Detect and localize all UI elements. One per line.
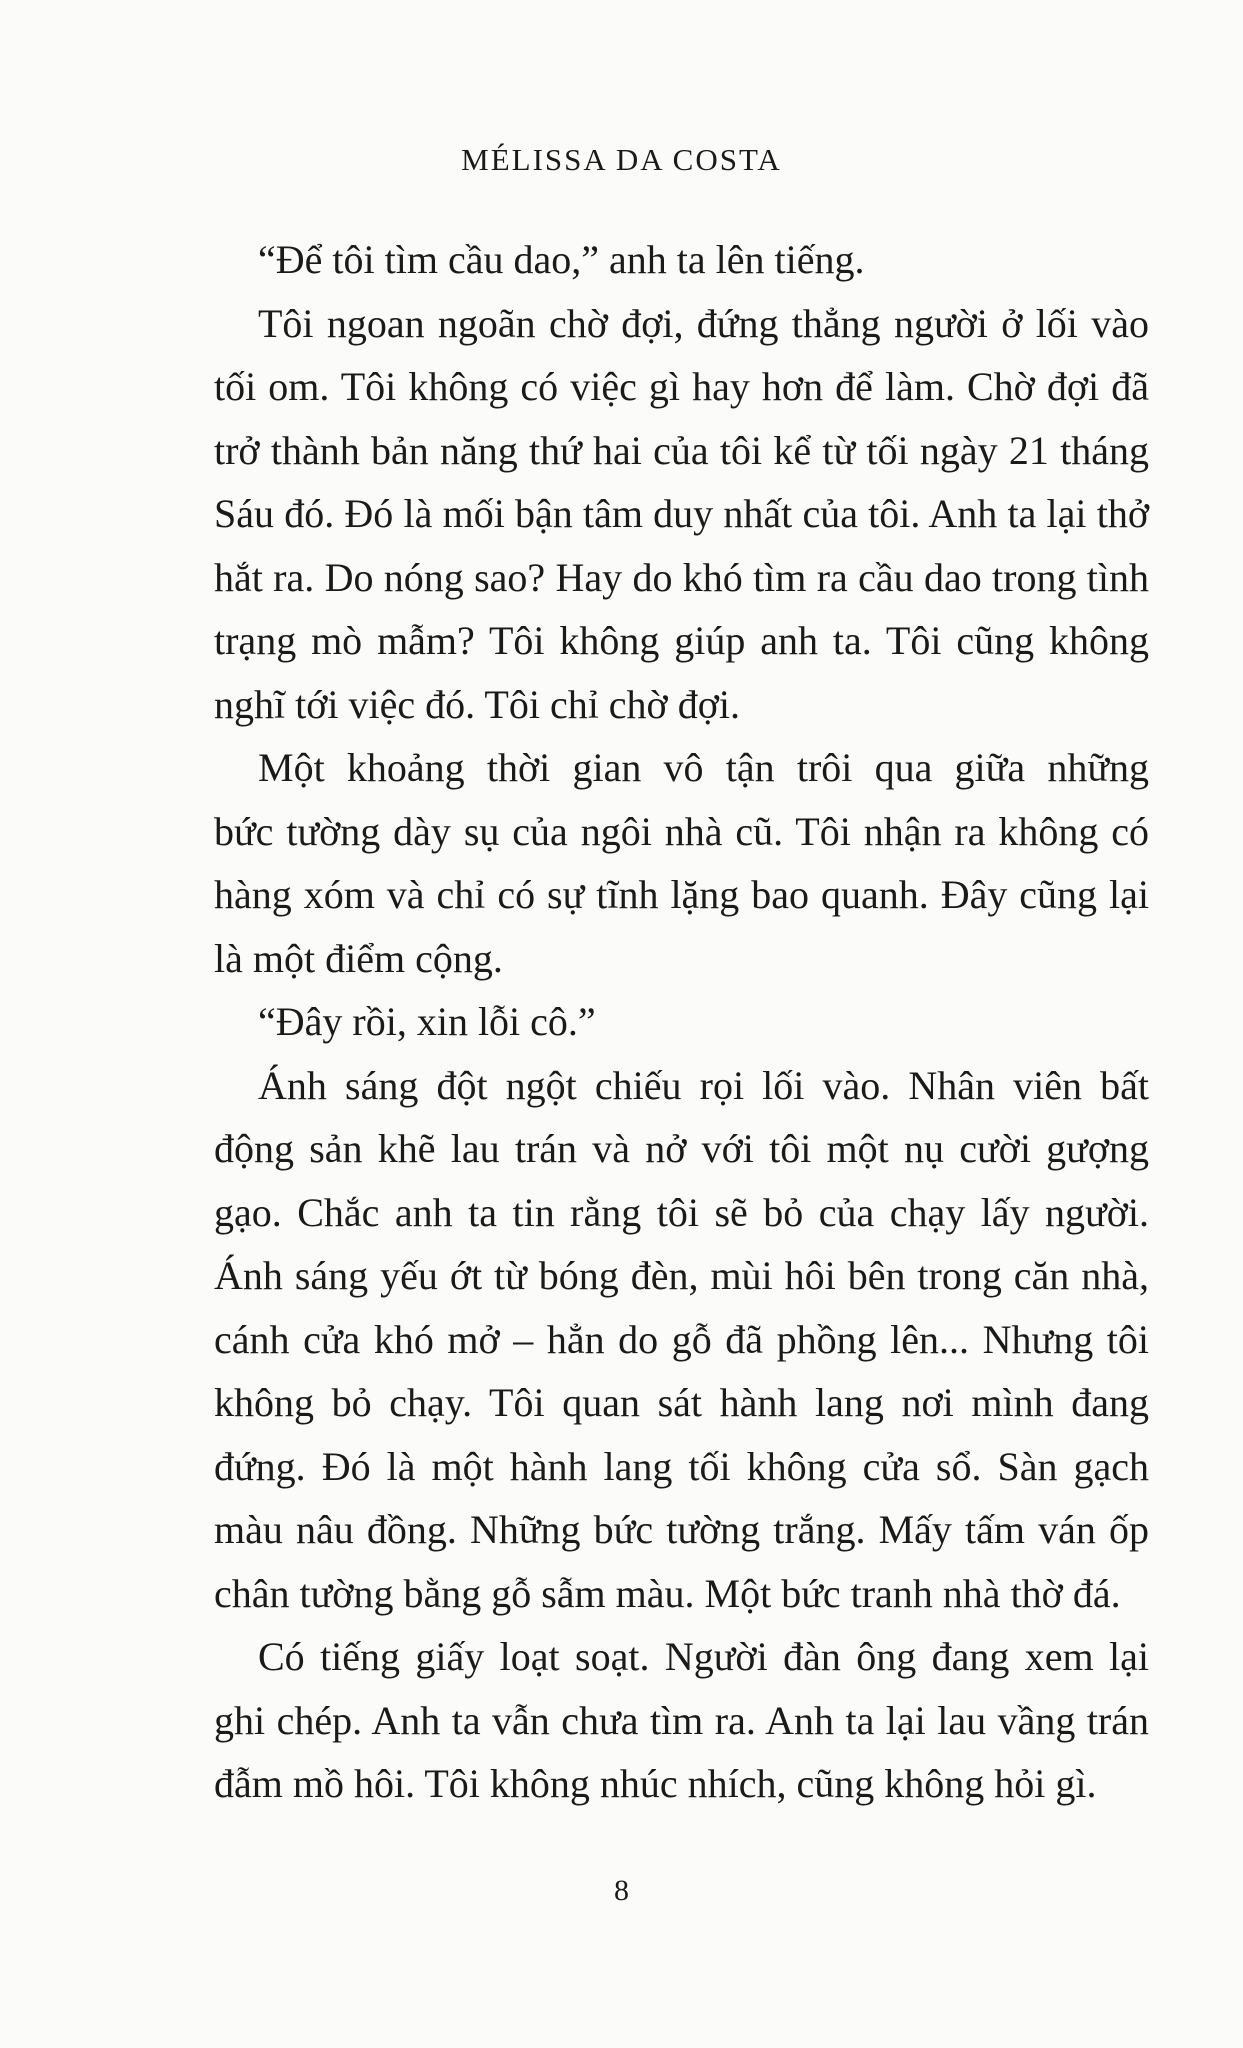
running-head: MÉLISSA DA COSTA <box>461 142 782 177</box>
page-number: 8 <box>614 1874 629 1907</box>
text-line: không bỏ chạy. Tôi quan sát hành lang nơi mình đang <box>214 1380 1149 1425</box>
text-line: Có tiếng giấy loạt soạt. Người đàn ông đang xem lại <box>258 1634 1149 1679</box>
text-line: trạng mò mẫm? Tôi không giúp anh ta. Tôi cũng không <box>214 618 1149 663</box>
paragraph <box>214 292 1149 737</box>
text-line: chân tường bằng gỗ sẫm màu. Một bức tranh nhà thờ đá. <box>214 1570 1121 1616</box>
text-line: “Đây rồi, xin lỗi cô.” <box>258 999 596 1044</box>
text-line: bức tường dày sụ của ngôi nhà cũ. Tôi nhận ra không có <box>214 808 1149 854</box>
text-line: Ánh sáng đột ngột chiếu rọi lối vào. Nhân viên bất <box>258 1062 1149 1108</box>
text-line: hắt ra. Do nóng sao? Hay do khó tìm ra cầu dao trong tình <box>214 554 1149 600</box>
text-line: là một điểm cộng. <box>214 935 503 981</box>
text-line: nghĩ tới việc đó. Tôi chỉ chờ đợi. <box>214 681 740 727</box>
paragraph <box>214 736 1149 990</box>
text-line: ghi chép. Anh ta vẫn chưa tìm ra. Anh ta lại lau vầng trán <box>214 1697 1149 1743</box>
paragraph <box>214 1625 1149 1816</box>
text-line: gạo. Chắc anh ta tin rằng tôi sẽ bỏ của chạy lấy người. <box>214 1189 1149 1235</box>
text-line: đẫm mồ hôi. Tôi không nhúc nhích, cũng không hỏi gì. <box>214 1761 1097 1806</box>
text-line: động sản khẽ lau trán và nở với tôi một nụ cười gượng <box>214 1126 1149 1171</box>
text-line: Sáu đó. Đó là mối bận tâm duy nhất của tôi. Anh ta lại thở <box>214 491 1149 536</box>
paragraph <box>214 990 1149 1054</box>
text-line: hàng xóm và chỉ có sự tĩnh lặng bao quanh. Đây cũng lại <box>214 872 1149 917</box>
text-line: tối om. Tôi không có việc gì hay hơn để làm. Chờ đợi đã <box>214 364 1149 409</box>
paragraph <box>214 228 1149 292</box>
text-line: Một khoảng thời gian vô tận trôi qua giữa những <box>258 745 1149 790</box>
text-line: Ánh sáng yếu ớt từ bóng đèn, mùi hôi bên trong căn nhà, <box>214 1253 1149 1298</box>
text-line: “Để tôi tìm cầu dao,” anh ta lên tiếng. <box>258 237 865 282</box>
text-line: cánh cửa khó mở – hẳn do gỗ đã phồng lên... Nhưng tôi <box>214 1316 1149 1362</box>
body-text <box>214 228 1149 1816</box>
text-line: đứng. Đó là một hành lang tối không cửa sổ. Sàn gạch <box>214 1443 1149 1489</box>
text-line: trở thành bản năng thứ hai của tôi kể từ tối ngày 21 tháng <box>214 427 1149 473</box>
text-line: Tôi ngoan ngoãn chờ đợi, đứng thẳng người ở lối vào <box>258 300 1149 346</box>
text-line: màu nâu đồng. Những bức tường trắng. Mấy tấm ván ốp <box>214 1507 1149 1552</box>
paragraph <box>214 1054 1149 1626</box>
